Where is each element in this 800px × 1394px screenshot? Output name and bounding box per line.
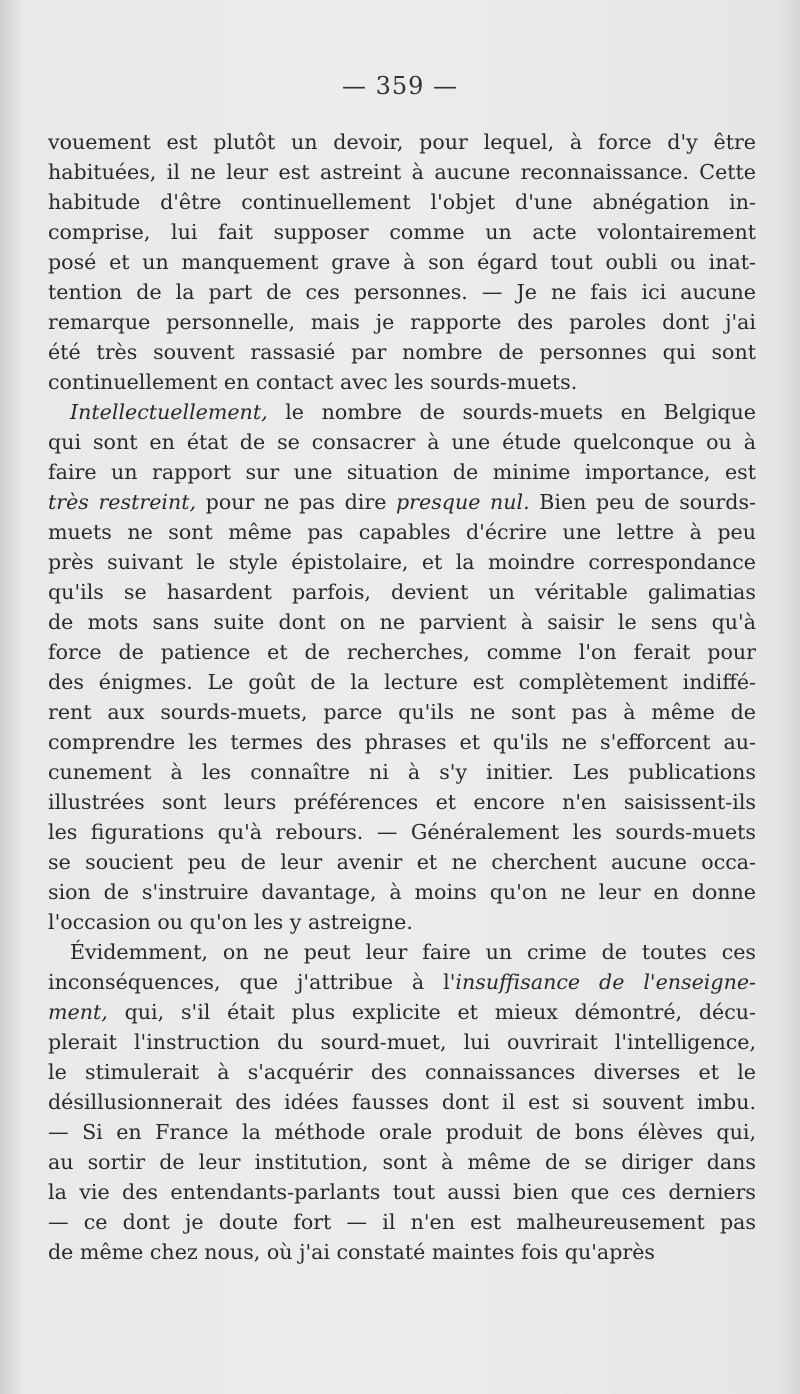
line-text: muets ne sont même pas capables d'écrire une lettre à peu: [48, 520, 756, 544]
text-line: [48, 727, 756, 757]
text-line: [48, 1147, 756, 1177]
text-line: [48, 457, 756, 487]
text-line: [48, 157, 756, 187]
line-text: comprendre les termes des phrases et qu'ils ne s'efforcent au-: [48, 730, 756, 754]
text-line: [48, 817, 756, 847]
text-line: [48, 1207, 756, 1237]
line-text: pour ne pas dire: [196, 490, 396, 514]
line-text: vouement est plutôt un devoir, pour lequel, à force d'y être: [48, 130, 756, 154]
line-text: près suivant le style épistolaire, et la moindre correspondance: [48, 550, 756, 574]
text-line: [48, 637, 756, 667]
line-text: faire un rapport sur une situation de minime importance, est: [48, 460, 756, 484]
text-line: [48, 277, 756, 307]
line-text: plerait l'instruction du sourd-muet, lui ouvrirait l'intelligence,: [48, 1030, 756, 1054]
line-text: des énigmes. Le goût de la lecture est complètement indiffé-: [48, 670, 756, 694]
text-line: [48, 1027, 756, 1057]
text-line: [48, 547, 756, 577]
line-text: comprise, lui fait supposer comme un acte volontairement: [48, 220, 756, 244]
line-text: l'occasion ou qu'on les y astreigne.: [48, 910, 413, 934]
line-text: rent aux sourds-muets, parce qu'ils ne sont pas à même de: [48, 700, 756, 724]
italic-phrase: très restreint,: [48, 490, 197, 514]
line-text: habituées, il ne leur est astreint à aucune reconnaissance. Cette: [48, 160, 756, 184]
line-text: — Si en France la méthode orale produit de bons élèves qui,: [48, 1120, 756, 1144]
text-line: [48, 1237, 756, 1267]
text-line: [48, 427, 756, 457]
line-text: le nombre de sourds-muets en Belgique: [267, 400, 756, 424]
text-line: [48, 787, 756, 817]
text-line: [48, 517, 756, 547]
text-line: [48, 577, 756, 607]
line-text: remarque personnelle, mais je rapporte des paroles dont j'ai: [48, 310, 756, 334]
text-line: [48, 697, 756, 727]
text-line: [48, 397, 756, 427]
text-line: [48, 967, 756, 997]
text-line: [48, 757, 756, 787]
page-number: — 359 —: [341, 72, 459, 100]
italic-phrase: presque nul.: [395, 490, 530, 514]
text-line: [48, 1057, 756, 1087]
text-line: [48, 487, 756, 517]
text-line: [48, 607, 756, 637]
line-text: inconséquences, que j'attribue à l': [48, 970, 456, 994]
line-text: posé et un manquement grave à son égard tout oubli ou inat-: [48, 250, 756, 274]
line-text: le stimulerait à s'acquérir des connaissances diverses et le: [48, 1060, 756, 1084]
text-line: [48, 1087, 756, 1117]
line-text: qui sont en état de se consacrer à une étude quelconque ou à: [48, 430, 756, 454]
text-line: [48, 187, 756, 217]
text-line: [48, 667, 756, 697]
line-text: illustrées sont leurs préférences et encore n'en saisissent-ils: [48, 790, 756, 814]
text-line: [48, 877, 756, 907]
body-text: [48, 127, 756, 1267]
text-line: [48, 337, 756, 367]
text-line: [48, 247, 756, 277]
line-text: désillusionnerait des idées fausses dont il est si souvent imbu.: [48, 1090, 756, 1114]
line-text: qui, s'il était plus explicite et mieux démontré, décu-: [107, 1000, 756, 1024]
line-text: se soucient peu de leur avenir et ne cherchent aucune occa-: [48, 850, 756, 874]
line-text: qu'ils se hasardent parfois, devient un véritable galimatias: [48, 580, 756, 604]
line-text: tention de la part de ces personnes. — Je ne fais ici aucune: [48, 280, 756, 304]
line-text: au sortir de leur institution, sont à même de se diriger dans: [48, 1150, 756, 1174]
text-line: [48, 1177, 756, 1207]
line-text: été très souvent rassasié par nombre de personnes qui sont: [48, 340, 756, 364]
line-text: de mots sans suite dont on ne parvient à saisir le sens qu'à: [48, 610, 756, 634]
text-line: [48, 217, 756, 247]
line-text: — ce dont je doute fort — il n'en est malheureusement pas: [48, 1210, 756, 1234]
line-text: Évidemment, on ne peut leur faire un crime de toutes ces: [70, 940, 756, 964]
text-line: [48, 127, 756, 157]
text-line: [48, 367, 756, 397]
italic-phrase: ment,: [48, 1000, 108, 1024]
line-text: les figurations qu'à rebours. — Généralement les sourds-muets: [48, 820, 756, 844]
line-text: de même chez nous, où j'ai constaté maintes fois qu'après: [48, 1240, 655, 1264]
italic-phrase: insuffisance de l'enseigne-: [455, 970, 756, 994]
line-text: habitude d'être continuellement l'objet d'une abnégation in-: [48, 190, 756, 214]
text-line: [48, 307, 756, 337]
italic-phrase: Intellectuellement,: [70, 400, 268, 424]
text-line: [48, 997, 756, 1027]
text-line: [48, 937, 756, 967]
line-text: force de patience et de recherches, comme l'on ferait pour: [48, 640, 756, 664]
line-text: la vie des entendants-parlants tout aussi bien que ces derniers: [48, 1180, 756, 1204]
line-text: sion de s'instruire davantage, à moins qu'on ne leur en donne: [48, 880, 756, 904]
text-line: [48, 1117, 756, 1147]
line-text: continuellement en contact avec les sourds-muets.: [48, 370, 578, 394]
line-text: cunement à les connaître ni à s'y initier. Les publications: [48, 760, 756, 784]
line-text: Bien peu de sourds-: [529, 490, 756, 514]
text-line: [48, 847, 756, 877]
text-line: [48, 907, 756, 937]
